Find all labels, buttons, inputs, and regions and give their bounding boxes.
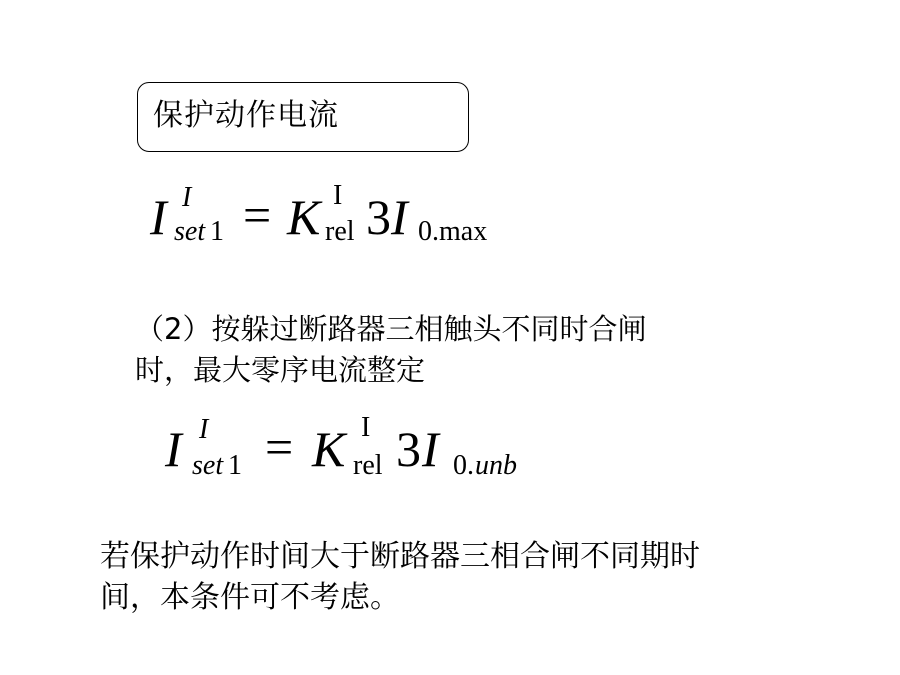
formula-unb-lhs-symbol: I: [165, 421, 182, 477]
formula-max-lhs-subscript-1: 1: [210, 216, 224, 247]
formula-unb-current-subscript-italic: unb: [475, 450, 517, 481]
formula-unb-equals: =: [265, 419, 294, 475]
formula-unb-current-symbol: I: [422, 421, 439, 477]
formula-unb: [165, 412, 545, 490]
formula-unb-current-subscript-prefix: 0.: [453, 450, 474, 481]
formula-max-current-symbol: I: [391, 189, 408, 245]
formula-max-lhs-subscript-set: set: [174, 216, 206, 247]
item2-line1: （2）按躲过断路器三相触头不同时合闸: [135, 312, 647, 346]
title-box: [137, 82, 469, 152]
title-label: 保护动作电流: [153, 98, 339, 133]
formula-max-coef-superscript: I: [333, 180, 343, 211]
formula-max-equals: =: [243, 187, 272, 243]
formula-max-coef-subscript: rel: [325, 216, 355, 247]
note-line2: 间，本条件可不考虑。: [100, 580, 400, 615]
note-text: [100, 537, 700, 618]
formula-unb-lhs-subscript-set: set: [192, 450, 224, 481]
formula-max-factor: 3: [366, 189, 391, 245]
formula-max: [150, 180, 510, 258]
item2-line2: 时，最大零序电流整定: [135, 353, 426, 387]
note-line1: 若保护动作时间大于断路器三相合闸不同期时: [100, 539, 700, 574]
formula-unb-coef-subscript: rel: [353, 450, 383, 481]
formula-unb-lhs-superscript: I: [199, 414, 209, 445]
formula-unb-coef-symbol: K: [312, 421, 346, 477]
formula-unb-coef-superscript: I: [361, 412, 371, 443]
formula-unb-factor: 3: [396, 421, 421, 477]
formula-max-coef-symbol: K: [287, 189, 321, 245]
formula-unb-lhs-subscript-1: 1: [228, 450, 242, 481]
formula-max-current-subscript: 0.max: [418, 216, 488, 247]
formula-max-lhs-superscript: I: [182, 182, 192, 213]
formula-max-lhs-symbol: I: [150, 189, 167, 245]
item2-text: [135, 310, 646, 389]
